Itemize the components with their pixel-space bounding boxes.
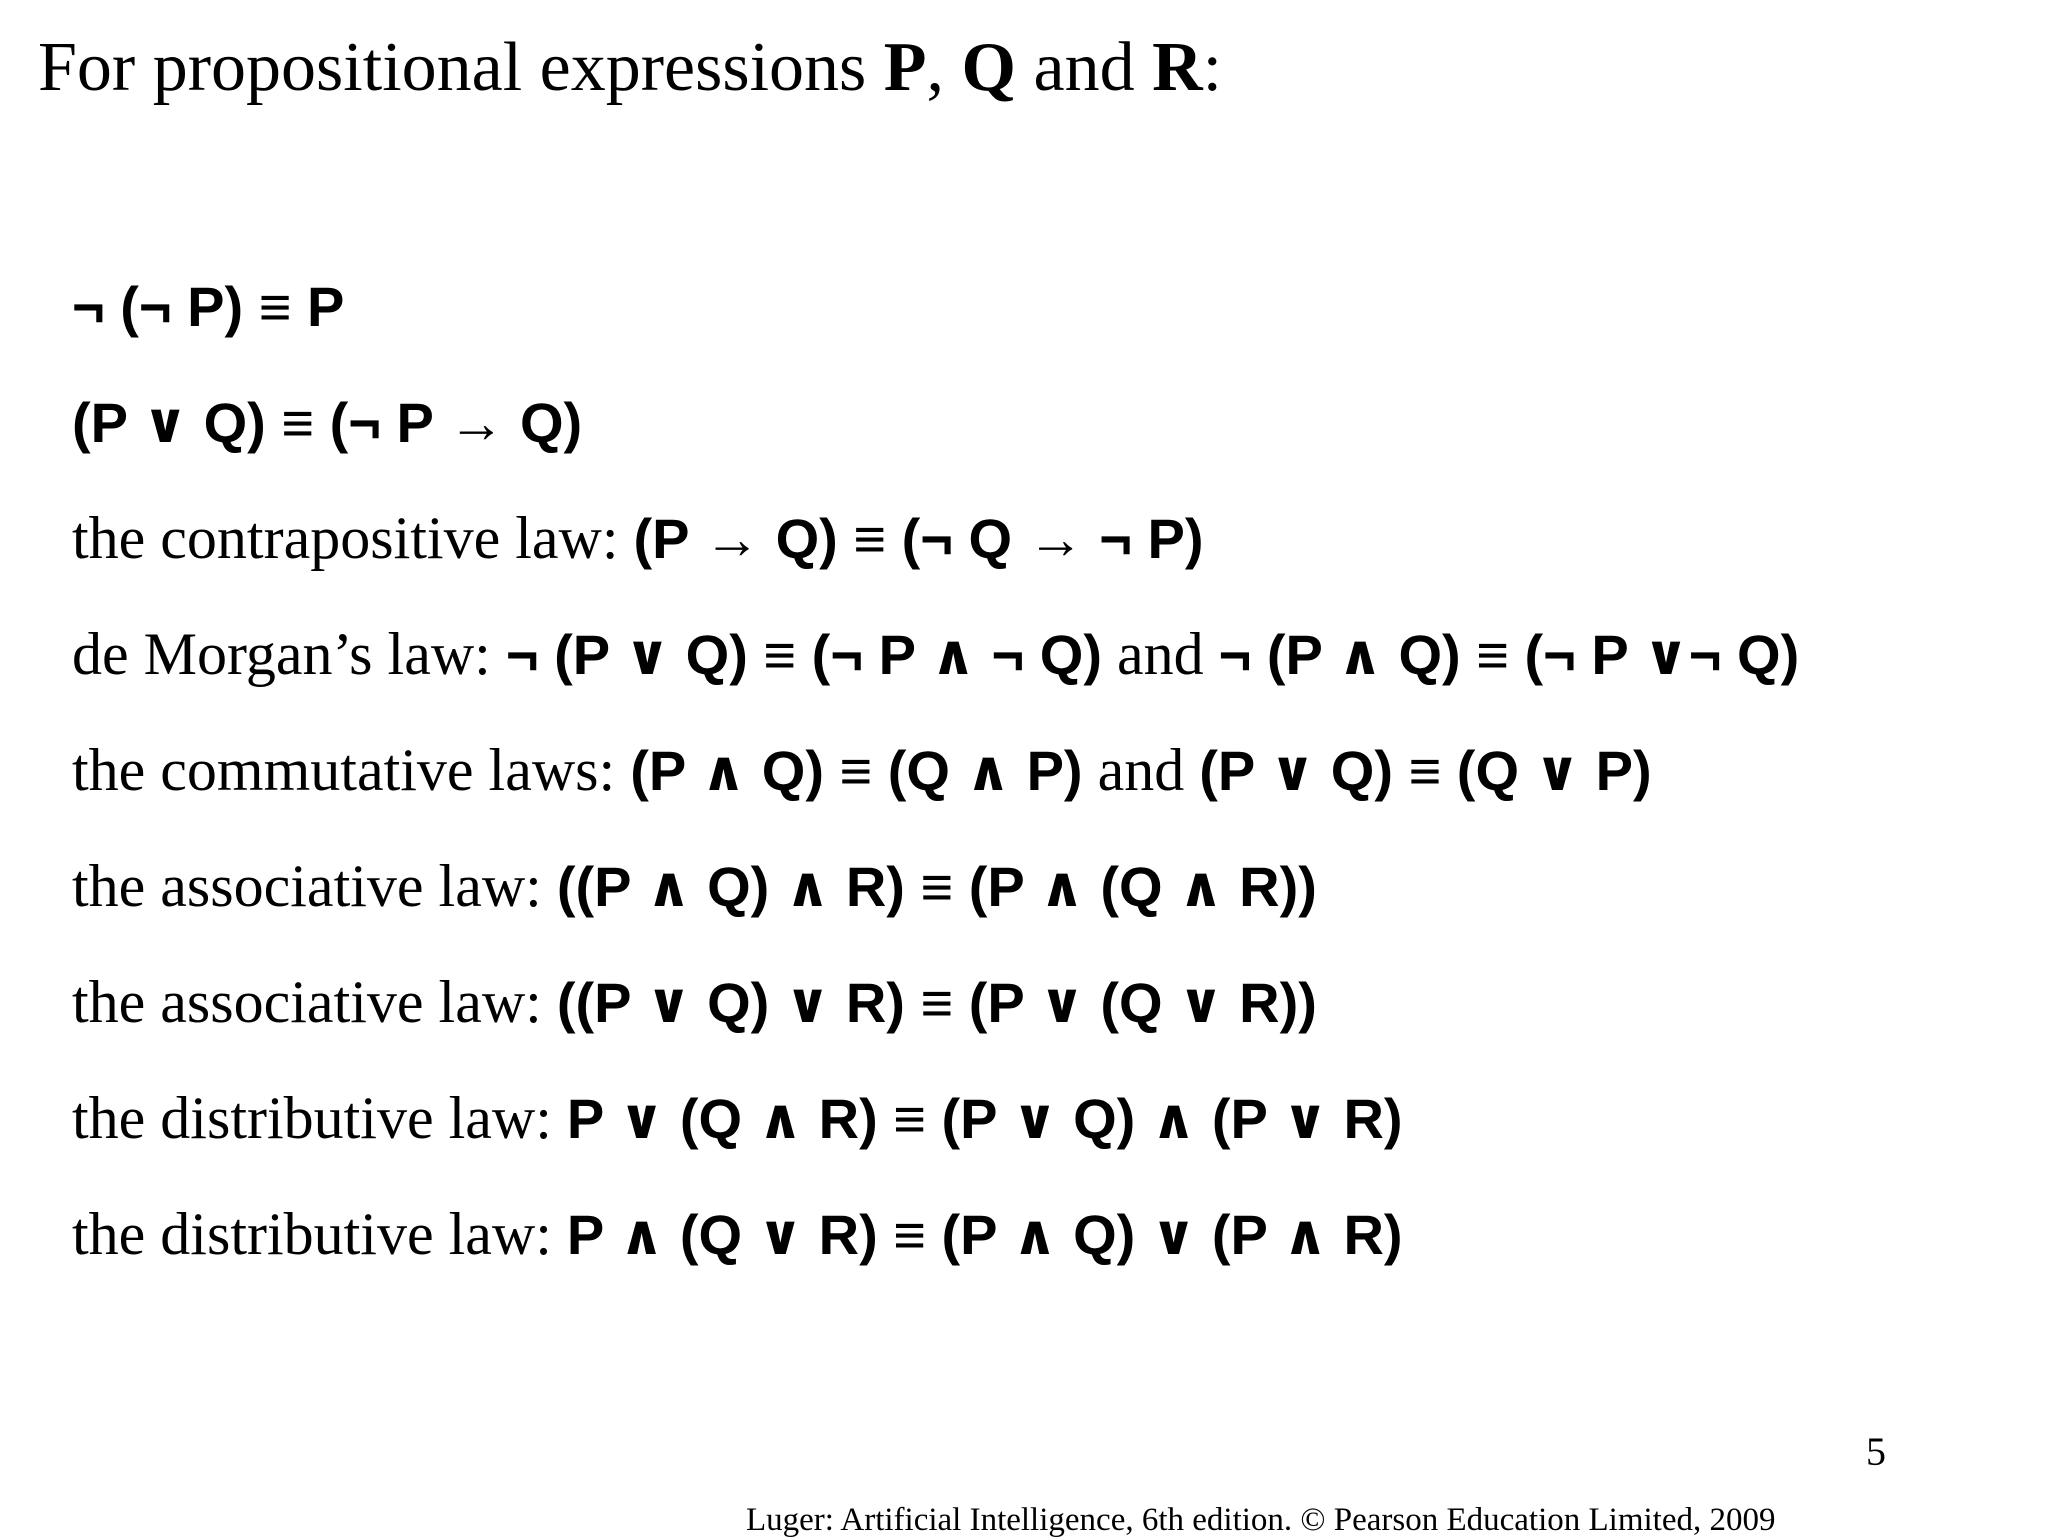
slide-title <box>38 26 1222 110</box>
title-separator: and <box>1016 29 1153 106</box>
law-connector: and <box>1101 621 1219 687</box>
title-variable-p: P <box>883 29 927 106</box>
law-formula: ((P ∨ Q) ∨ R) ≡ (P ∨ (Q ∨ R)) <box>556 971 1317 1034</box>
law-label: the associative law: <box>72 853 557 919</box>
footer-copyright: Luger: Artificial Intelligence, 6th edition. © Pearson Education Limited, 2009 <box>746 1502 1776 1538</box>
law-distributive-and-over-or <box>72 1198 1403 1271</box>
law-formula: P ∨ (Q ∧ R) ≡ (P ∨ Q) ∧ (P ∨ R) <box>566 1087 1403 1150</box>
law-associative-and <box>72 850 1317 923</box>
title-suffix: : <box>1202 29 1223 106</box>
title-separator: , <box>926 29 962 106</box>
law-implication-equivalence <box>72 386 582 459</box>
law-label: the commutative laws: <box>72 737 631 803</box>
law-commutative <box>72 734 1652 807</box>
law-formula-second: (P ∨ Q) ≡ (Q ∨ P) <box>1199 739 1652 802</box>
law-connector: and <box>1082 737 1200 803</box>
law-label: the contrapositive law: <box>72 505 634 571</box>
law-label: the distributive law: <box>72 1085 567 1151</box>
law-label: the associative law: <box>72 969 557 1035</box>
law-label: de Morgan’s law: <box>72 621 506 687</box>
law-formula: (P → Q) ≡ (¬ Q → ¬ P) <box>633 507 1204 570</box>
law-formula: (P ∨ Q) ≡ (¬ P → Q) <box>72 391 583 454</box>
law-formula: ¬ (P ∨ Q) ≡ (¬ P ∧ ¬ Q) <box>505 623 1102 686</box>
law-formula-second: ¬ (P ∧ Q) ≡ (¬ P ∨¬ Q) <box>1218 623 1800 686</box>
law-formula: ((P ∧ Q) ∧ R) ≡ (P ∧ (Q ∧ R)) <box>556 855 1317 918</box>
title-prefix: For propositional expressions <box>38 29 884 106</box>
title-variable-r: R <box>1152 29 1203 106</box>
law-formula: ¬ (¬ P) ≡ P <box>72 275 345 338</box>
law-label: the distributive law: <box>72 1201 567 1267</box>
law-distributive-or-over-and <box>72 1082 1403 1155</box>
law-formula: P ∧ (Q ∨ R) ≡ (P ∧ Q) ∨ (P ∧ R) <box>566 1203 1403 1266</box>
law-de-morgan <box>72 618 1799 691</box>
title-variable-q: Q <box>961 29 1016 106</box>
page-number: 5 <box>1866 1429 1886 1474</box>
law-contrapositive <box>72 502 1203 575</box>
law-double-negation <box>72 270 344 343</box>
law-associative-or <box>72 966 1317 1039</box>
law-formula: (P ∧ Q) ≡ (Q ∧ P) <box>630 739 1083 802</box>
